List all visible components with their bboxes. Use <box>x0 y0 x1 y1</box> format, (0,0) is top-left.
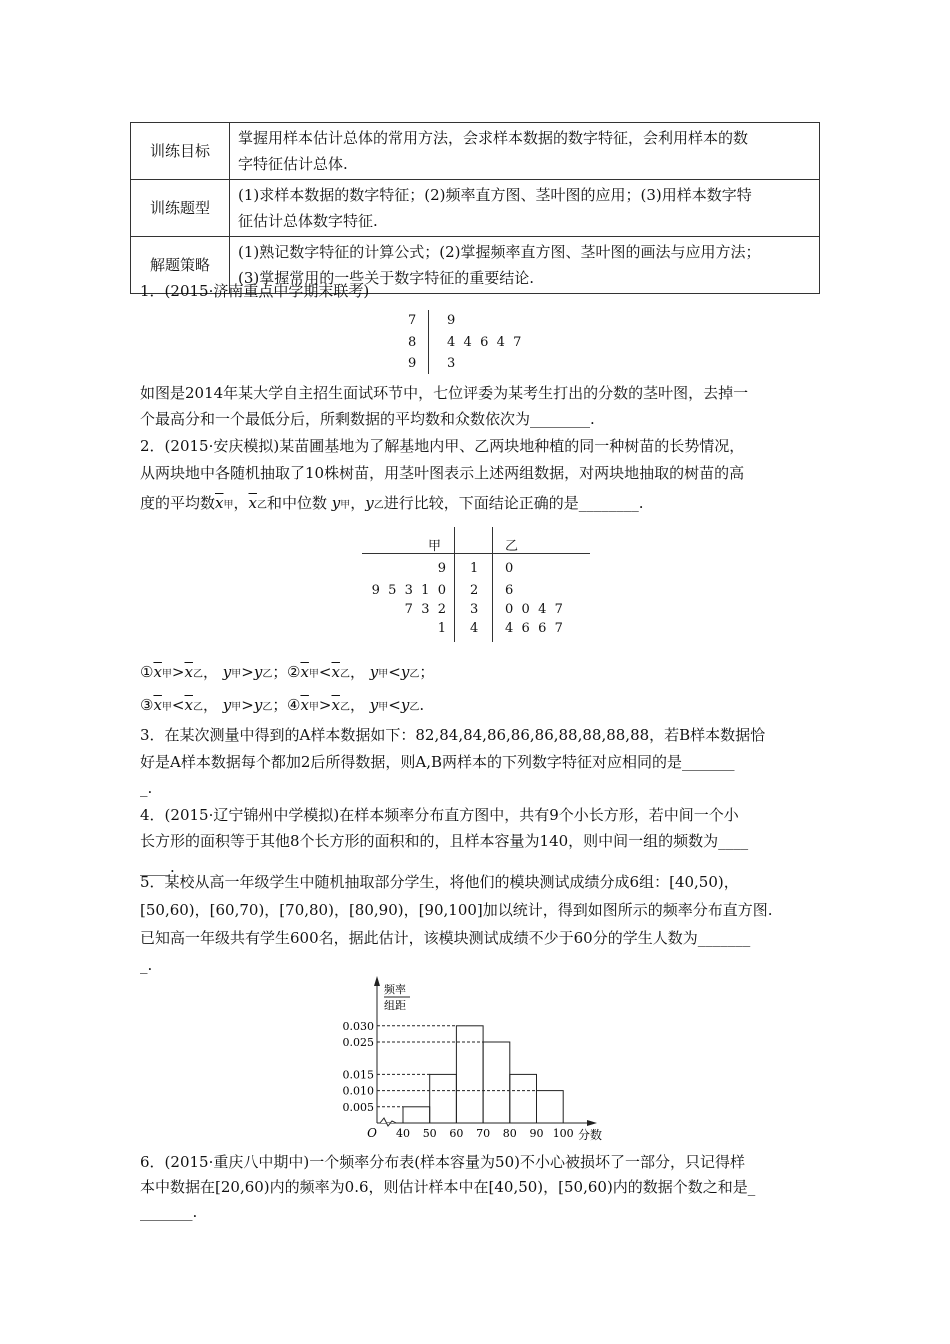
median-symbol: y <box>253 696 263 714</box>
histogram-bar <box>537 1091 564 1123</box>
histogram-bar <box>403 1107 430 1123</box>
median-symbol: y <box>331 494 341 512</box>
text-line: 3．在某次测量中得到的A样本数据如下：82,84,84,86,86,86,88,88,88,88，若B样本数据恰 <box>140 726 766 744</box>
median-symbol: y <box>400 696 410 714</box>
option-number: ④ <box>287 696 301 714</box>
subscript: 乙 <box>373 500 384 511</box>
relation: < <box>388 696 401 714</box>
subscript: 甲 <box>223 500 234 511</box>
y-tick-label: 0.030 <box>342 1019 374 1033</box>
text-line: (1)求样本数据的数字特征；(2)频率直方图、茎叶图的应用；(3)用样本数字特 <box>238 186 752 204</box>
y-axis-label-bottom: 组距 <box>384 999 406 1012</box>
relation: > <box>241 663 254 681</box>
mean-symbol: $\overline{x}$ <box>331 663 340 681</box>
relation: < <box>318 663 332 681</box>
subscript: 乙 <box>339 669 350 680</box>
median-symbol: y <box>369 696 379 714</box>
right-leaves: 4 6 6 7 <box>505 621 563 636</box>
median-symbol: y <box>253 663 263 681</box>
row-label: 训练目标 <box>131 123 230 180</box>
relation: < <box>388 663 401 681</box>
histogram-bar <box>456 1026 483 1123</box>
text-line: [50,60)，[60,70)，[70,80)，[80,90)，[90,100]加以统计，得到如图所示的频率分布直方图. <box>140 901 773 919</box>
text-line: 掌握用样本估计总体的常用方法，会求样本数据的数字特征，会利用样本的数 <box>238 129 749 147</box>
stem: 7 <box>408 313 417 328</box>
subscript: 乙 <box>339 702 350 713</box>
median-symbol: y <box>369 663 379 681</box>
option-number: ② <box>287 663 301 681</box>
text-line: _. <box>140 779 153 797</box>
mean-symbol: $\overline{x}$ <box>300 696 309 714</box>
x-tick-label: 100 <box>552 1127 574 1140</box>
left-leaves: 9 5 3 1 0 <box>371 583 446 598</box>
mean-symbol: $\overline{x}$ <box>215 494 224 512</box>
leaves: 9 <box>447 313 456 328</box>
text: ， <box>202 696 218 714</box>
left-leaves: 7 3 2 <box>404 602 446 617</box>
y-axis-label-top: 频率 <box>384 983 406 996</box>
y-tick-label: 0.005 <box>342 1100 374 1114</box>
x-tick-label: 50 <box>422 1127 437 1140</box>
x-tick-label: 90 <box>529 1127 544 1140</box>
text-line: _______. <box>140 1203 198 1221</box>
subscript: 甲 <box>308 669 319 680</box>
text: ； <box>419 663 435 681</box>
text: 进行比较，下面结论正确的是________. <box>383 494 644 512</box>
leaves: 4 4 6 4 7 <box>447 335 522 350</box>
left-head: 甲 <box>428 539 442 554</box>
text: ； <box>272 663 288 681</box>
subscript: 甲 <box>161 669 172 680</box>
text-line: (3)掌握常用的一些关于数字特征的重要结论. <box>238 269 535 287</box>
text: ， <box>350 494 366 512</box>
subscript: 甲 <box>161 702 172 713</box>
text-line: 从两块地中各随机抽取了10株树苗，用茎叶图表示上述两组数据，对两块地抽取的树苗的高 <box>140 464 745 482</box>
text-line: 2．(2015·安庆模拟)某苗圃基地为了解基地内甲、乙两块地种植的同一种树苗的长势情况， <box>140 437 745 455</box>
median-symbol: y <box>222 696 232 714</box>
y-tick-label: 0.015 <box>342 1068 374 1082</box>
x-axis-arrow <box>587 1120 597 1126</box>
x-tick-label: 40 <box>396 1127 410 1140</box>
x-tick-label: 80 <box>502 1127 517 1140</box>
relation: > <box>241 696 254 714</box>
right-leaves: 0 <box>505 561 514 576</box>
mean-symbol: $\overline{x}$ <box>331 696 340 714</box>
stem: 1 <box>470 561 479 576</box>
left-leaves: 1 <box>437 621 446 636</box>
stem: 2 <box>470 583 479 598</box>
origin-label: O <box>367 1126 377 1140</box>
histogram-bar <box>483 1042 510 1123</box>
text-line: 如图是2014年某大学自主招生面试环节中，七位评委为某考生打出的分数的茎叶图，去掉一 <box>140 384 749 402</box>
subscript: 甲 <box>340 500 351 511</box>
text: . <box>419 696 425 714</box>
text: ， <box>349 663 365 681</box>
subscript: 甲 <box>231 669 242 680</box>
text-line: 6．(2015·重庆八中期中)一个频率分布表(样本容量为50)不小心被损坏了一部分，只记得样 <box>140 1153 745 1171</box>
text: 和中位数 <box>266 494 327 512</box>
median-symbol: y <box>400 663 410 681</box>
text: ， <box>349 696 365 714</box>
x-axis-label: 分数 <box>578 1128 603 1142</box>
stem: 8 <box>408 335 417 350</box>
stem: 4 <box>470 621 479 636</box>
y-axis-arrow <box>374 976 380 986</box>
text-line: 已知高一年级共有学生600名，据此估计，该模块测试成绩不少于60分的学生人数为_______ <box>140 929 751 947</box>
stem: 3 <box>470 602 479 617</box>
mean-symbol: $\overline{x}$ <box>153 696 162 714</box>
text-line: 本中数据在[20,60)内的频率为0.6，则估计样本中在[40,50)，[50,60)内的数据个数之和是_ <box>140 1178 756 1196</box>
text: ， <box>233 494 249 512</box>
relation: > <box>171 663 185 681</box>
text-line: 4．(2015·辽宁锦州中学模拟)在样本频率分布直方图中，共有9个小长方形，若中间一个小 <box>140 806 739 824</box>
option-number: ① <box>140 663 154 681</box>
mean-symbol: $\overline{x}$ <box>184 696 193 714</box>
right-leaves: 6 <box>505 583 514 598</box>
text-line: 5．某校从高一年级学生中随机抽取部分学生，将他们的模块测试成绩分成6组：[40,50)， <box>140 873 739 891</box>
y-tick-label: 0.025 <box>342 1036 374 1049</box>
mean-symbol: $\overline{x}$ <box>184 663 193 681</box>
right-leaves: 0 0 4 7 <box>505 602 563 617</box>
median-symbol: y <box>365 494 374 512</box>
axis-break-icon <box>380 1118 396 1126</box>
left-leaves: 9 <box>437 561 446 576</box>
row-label: 解题策略 <box>131 237 230 294</box>
relation: > <box>318 696 332 714</box>
text: ， <box>202 663 218 681</box>
subscript: 乙 <box>256 500 267 511</box>
y-tick-label: 0.010 <box>342 1084 374 1098</box>
text-line: (1)熟记数字特征的计算公式；(2)掌握频率直方图、茎叶图的画法与应用方法； <box>238 243 761 261</box>
row-label: 训练题型 <box>131 180 230 237</box>
mean-symbol: $\overline{x}$ <box>153 663 162 681</box>
option-number: ③ <box>140 696 154 714</box>
subscript: 甲 <box>378 702 389 713</box>
x-tick-label: 60 <box>449 1127 464 1140</box>
subscript: 乙 <box>192 702 203 713</box>
median-symbol: y <box>222 663 232 681</box>
text: ； <box>272 696 288 714</box>
leaves: 3 <box>447 356 456 371</box>
subscript: 乙 <box>262 669 273 680</box>
histogram-bar <box>430 1074 457 1123</box>
mean-symbol: $\overline{x}$ <box>248 494 257 512</box>
text-line: 字特征估计总体. <box>238 155 348 173</box>
text-line: _. <box>140 956 153 974</box>
subscript: 乙 <box>409 702 420 713</box>
text: 度的平均数 <box>140 494 216 512</box>
text-line: 征估计总体数字特征. <box>238 212 378 230</box>
relation: < <box>171 696 185 714</box>
text-line: 好是A样本数据每个都加2后所得数据，则A,B两样本的下列数字特征对应相同的是_______ <box>140 753 735 771</box>
stem: 9 <box>408 356 417 371</box>
subscript: 乙 <box>262 702 273 713</box>
q1-heading: 1．(2015·济南重点中学期末联考) <box>140 282 370 300</box>
subscript: 甲 <box>378 669 389 680</box>
histogram-bar <box>510 1074 537 1123</box>
text-line: ____. <box>140 858 175 876</box>
subscript: 乙 <box>409 669 420 680</box>
subscript: 甲 <box>308 702 319 713</box>
mean-symbol: $\overline{x}$ <box>300 663 309 681</box>
subscript: 甲 <box>231 702 242 713</box>
text-line: 个最高分和一个最低分后，所剩数据的平均数和众数依次为________. <box>140 410 595 428</box>
text-line: 长方形的面积等于其他8个长方形的面积和的，且样本容量为140，则中间一组的频数为____ <box>140 832 749 850</box>
x-tick-label: 70 <box>476 1127 491 1140</box>
subscript: 乙 <box>192 669 203 680</box>
right-head: 乙 <box>505 539 519 554</box>
